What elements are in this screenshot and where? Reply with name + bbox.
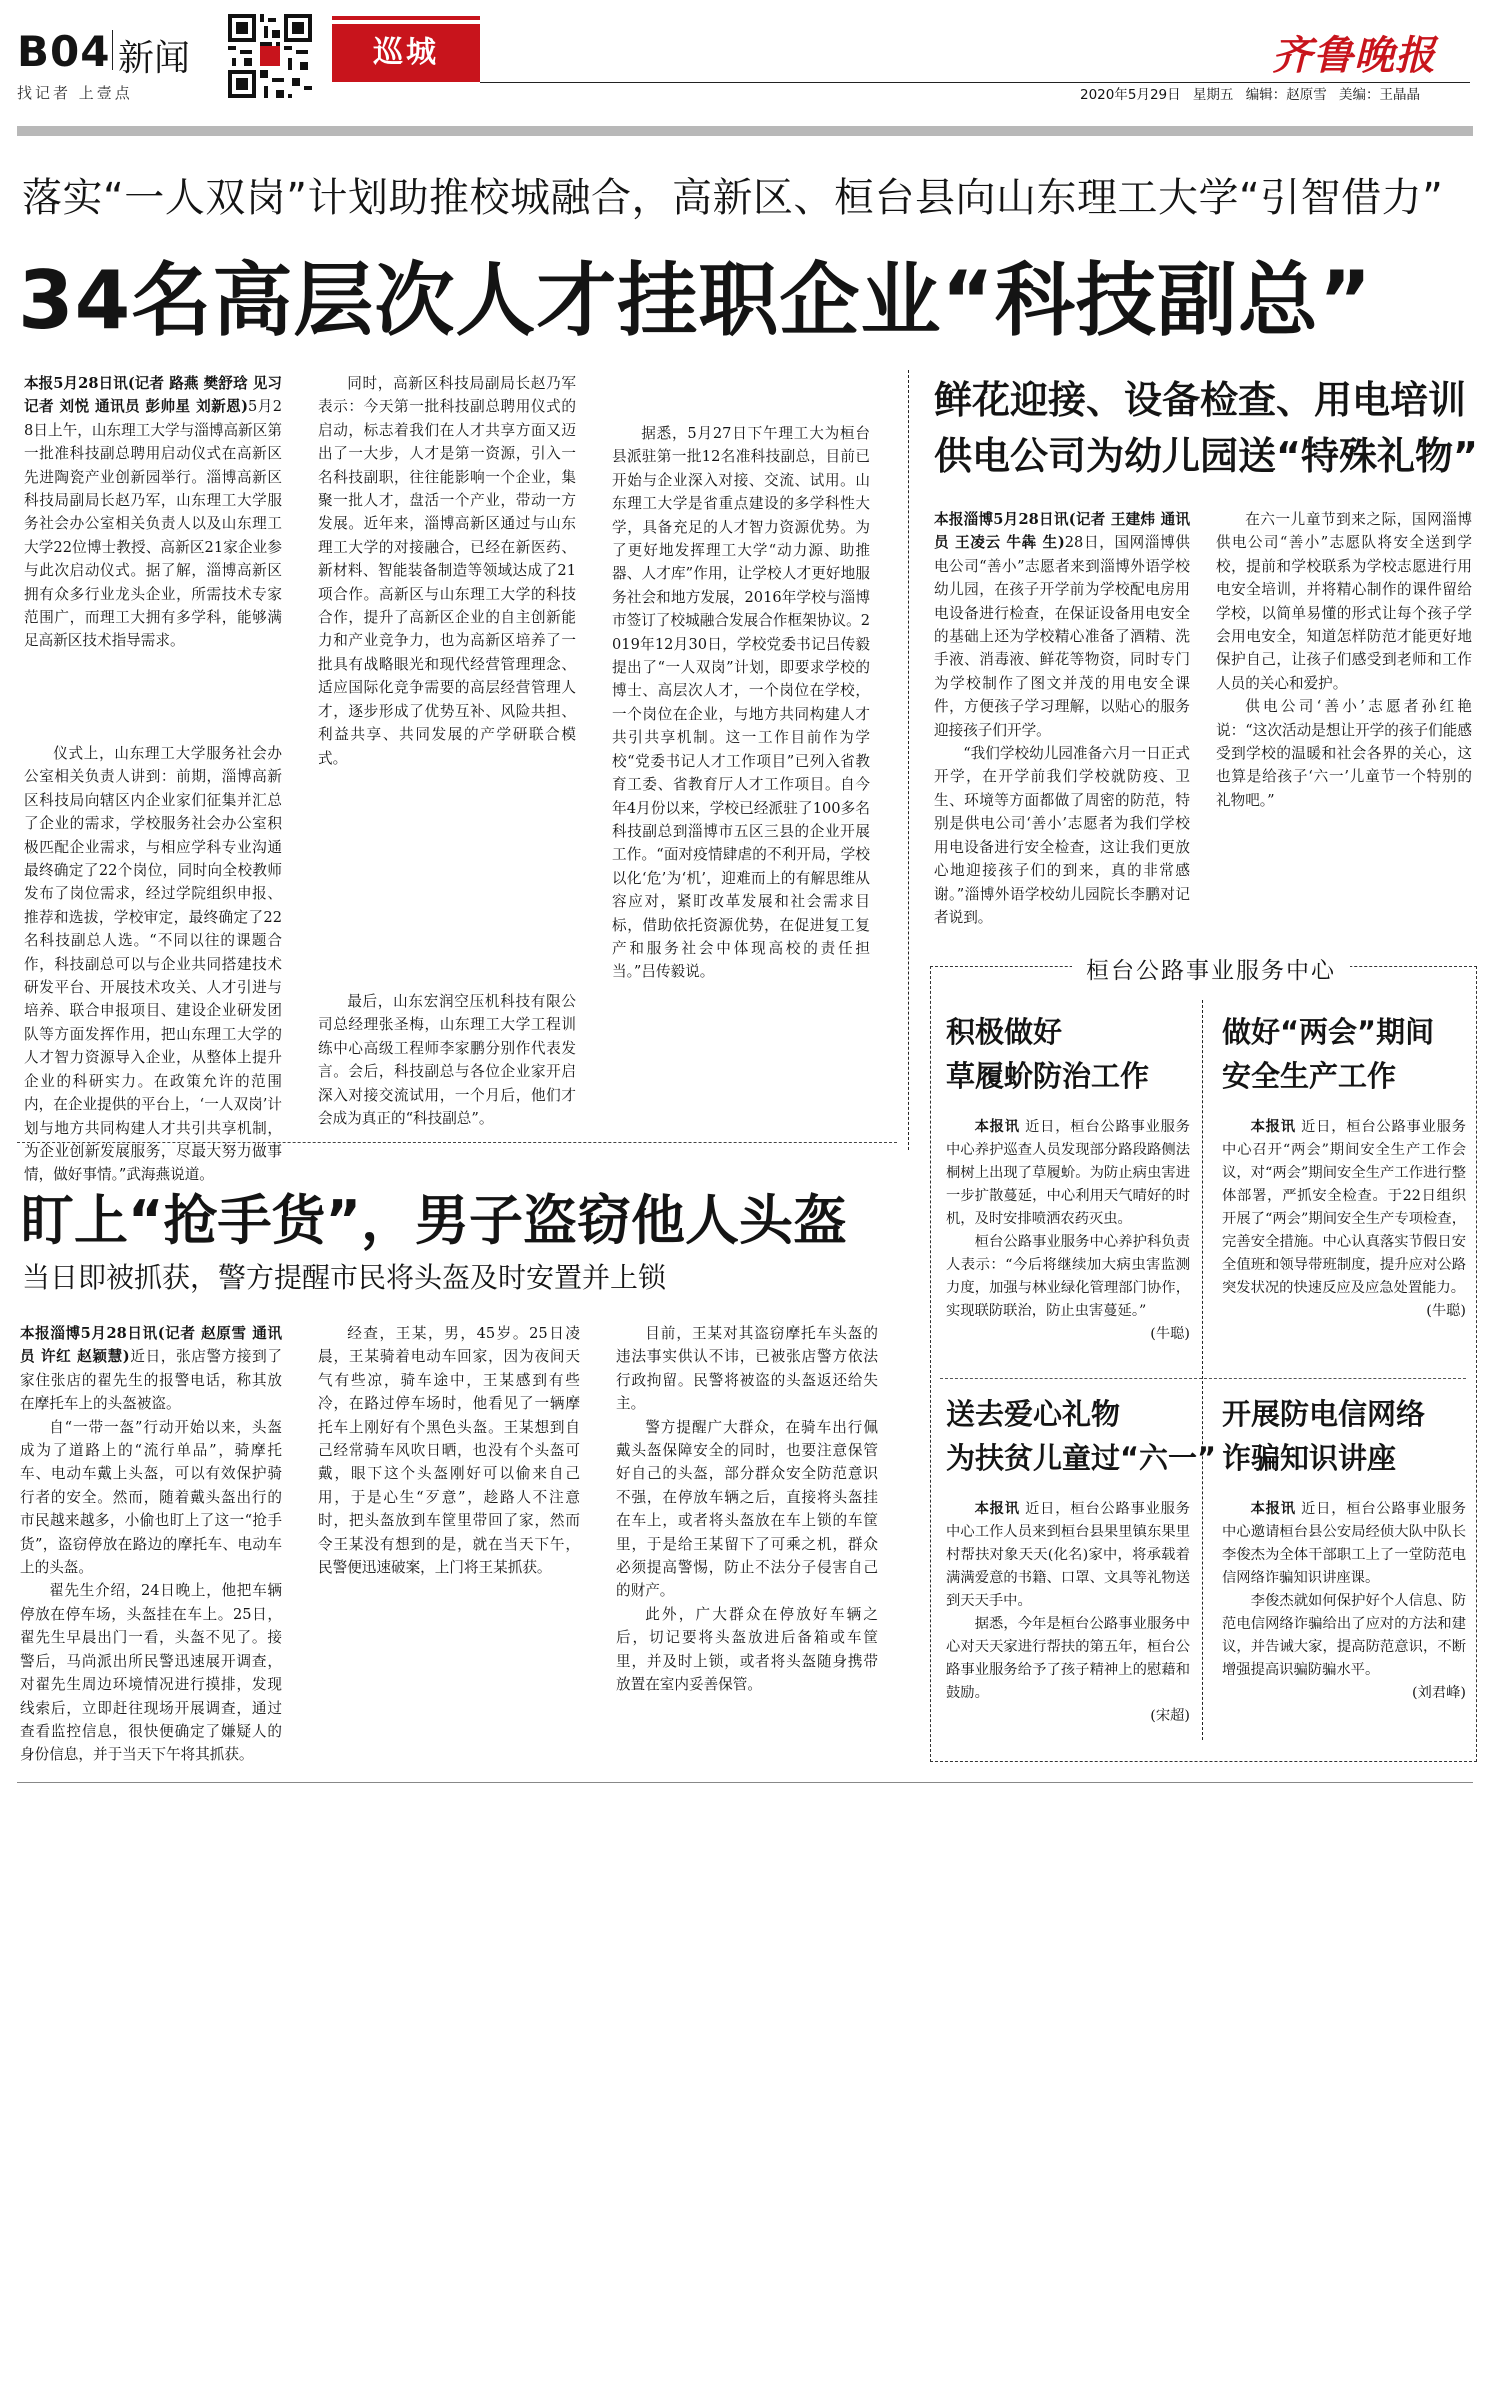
qr-code-icon[interactable] xyxy=(224,10,316,102)
dateline xyxy=(1080,83,1420,103)
column-badge-rule xyxy=(332,16,480,20)
highway-signature: (牛聪) xyxy=(1150,1326,1190,1342)
theft-article-col-3 xyxy=(616,1322,878,1774)
highway-article-4-title-line1: 开展防电信网络 xyxy=(1222,1397,1426,1431)
theft-paragraph: 自“一带一盔”行动开始以来，头盔成为了道路上的“流行单品”，骑摩托车、电动车戴上头盔，可以有效保护骑行者的安全。然而，随着戴头盔出行的市民越来越多，小偷也盯上了这一“抢手货”，盗窃停放在路边的摩托车、电动车上的头盔。 xyxy=(20,1418,282,1577)
highway-box-label: 桓台公路事业服务中心 xyxy=(1072,952,1350,985)
highway-article-1 xyxy=(946,1116,1190,1378)
highway-paragraph: 近日，桓台公路事业服务中心召开“两会”期间安全生产工作会议，对“两会”期间安全生产工作进行整体部署，严抓安全检查。于22日组织开展了“两会”期间安全生产专项检查，完善安全措施。中心认真落实节假日安全值班和领导带班制度，提升应对公路突发状况的快速反应及应急处置能力。 xyxy=(1222,1119,1467,1296)
theft-paragraph: 翟先生介绍，24日晚上，他把车辆停放在停车场，头盔挂在车上。25日，翟先生早晨出门一看，头盔不见了。接警后，马尚派出所民警迅速展开调查，对翟先生周边环境情况进行摸排，发现线索后，立即赶往现场开展调查，通过查看监控信息，很快便确定了嫌疑人的身份信息，并于当天下午将其抓获。 xyxy=(20,1582,282,1764)
highway-lead: 本报讯 xyxy=(974,1501,1020,1517)
lead-article-col-1b xyxy=(24,742,282,1184)
theft-paragraph: 警方提醒广大群众，在骑车出行佩戴头盔保障安全的同时，也要注意保管好自己的头盔，部分群众安全防范意识不强，在停放车辆之后，直接将头盔挂在车上，或者将头盔放在车上锁的车筐里，于是给王某留下了可乘之机，群众必须提高警惕，防止不法分子侵害自己的财产。 xyxy=(616,1418,878,1600)
section-divider xyxy=(17,1142,897,1143)
editor: 编辑：赵原雪 xyxy=(1245,87,1327,103)
top-gray-bar xyxy=(17,126,1473,136)
date: 2020年5月29日 xyxy=(1080,87,1181,103)
highway-article-2-title-line1: 做好“两会”期间 xyxy=(1222,1015,1435,1049)
page-section: 新闻 xyxy=(118,38,191,79)
highway-article-2 xyxy=(1222,1116,1466,1378)
column-badge: 巡城 xyxy=(332,24,480,82)
highway-article-3-title-line1: 送去爱心礼物 xyxy=(946,1397,1121,1431)
highway-lead: 本报讯 xyxy=(1250,1119,1296,1135)
highway-paragraph: 近日，桓台公路事业服务中心工作人员来到桓台县果里镇东果里村帮扶对象天天(化名)家中，将承载着满满爱意的书籍、口罩、文具等礼物送到天天手中。 xyxy=(946,1501,1191,1609)
lead-paragraph: 据悉，5月27日下午理工大为桓台县派驻第一批12名准科技副总，目前已开始与企业深入对接、交流、试用。山东理工大学是省重点建设的多学科性大学，具备充足的人才智力资源优势。为了更好地发挥理工大学“动力源、助推器、人才库”作用，让学校人才更好地服务社会和地方发展，2016年学校与淄博市签订了校城融合发展合作框架协议。2019年12月30日，学校党委书记吕传毅提出了“一人双岗”计划，即要求学校的博士、高层次人才，一个岗位在学校，一个岗位在企业，与地方共同构建人才共引共享机制。这一工作目前作为学校“党委书记人才工作项目”已列入省教育工委、省教育厅人才工作项目。自今年4月份以来，学校已经派驻了100多名科技副总到淄博市五区三县的企业开展工作。“面对疫情肆虐的不利开局，学校以化‘危’为‘机’，迎难而上的有解思维从容应对，紧盯改革发展和社会需求目标，借助依托资源优势，在促进复工复产和服务社会中体现高校的责任担当。”吕传毅说。 xyxy=(612,425,870,981)
theft-byline: 本报淄博5月28日讯(记者 赵原雪 通讯员 许红 赵颖慧) xyxy=(20,1325,282,1366)
lead-article-col-1 xyxy=(24,372,282,653)
power-paragraph: 在六一儿童节到来之际，国网淄博供电公司“善小”志愿队将安全送到学校，提前和学校联系为学校志愿进行用电安全培训，并将精心制作的课件留给学校，以简单易懂的形式让每个孩子学会用电安全，知道怎样防范才能更好地保护自己，让孩子们感受到老师和工作人员的关心和爱护。 xyxy=(1216,511,1472,692)
lead-article-col-3 xyxy=(612,422,870,1122)
designer: 美编：王晶晶 xyxy=(1339,87,1421,103)
theft-subtitle: 当日即被抓获，警方提醒市民将头盔及时安置并上锁 xyxy=(22,1261,667,1294)
theft-article-col-1 xyxy=(20,1322,282,1774)
lead-title: 34名高层次人才挂职企业“科技副总” xyxy=(18,254,1373,347)
page-code: B04 xyxy=(17,27,111,76)
power-byline: 本报淄博5月28日讯(记者 王建炜 通讯员 王凌云 牛犇 生) xyxy=(934,511,1190,552)
highway-article-3 xyxy=(946,1498,1190,1752)
theft-paragraph: 此外，广大群众在停放好车辆之后，切记要将头盔放进后备箱或车筐里，并及时上锁，或者将头盔随身携带放置在室内妥善保管。 xyxy=(616,1605,878,1694)
masthead-divider xyxy=(112,30,113,70)
lead-paragraph: 同时，高新区科技局副局长赵乃军表示：今天第一批科技副总聘用仪式的启动，标志着我们在人才共享方面又迈出了一大步，人才是第一资源，引入一名科技副职，往往能影响一个企业，集聚一批人才，盘活一个产业，带动一方发展。近年来，淄博高新区通过与山东理工大学的对接融合，已经在新医药、新材料、智能装备制造等领域达成了21项合作。高新区与山东理工大学的科技合作，提升了高新区企业的自主创新能力和产业竞争力，也为高新区培养了一批具有战略眼光和现代经营管理理念、适应国际化竞争需要的高层经营管理人才，逐步形成了优势互补、风险共担、利益共享、共同发展的产学研联合模式。 xyxy=(318,375,576,767)
highway-paragraph: 据悉，今年是桓台公路事业服务中心对天天家进行帮扶的第五年，桓台公路事业服务给予了孩子精神上的慰藉和鼓励。 xyxy=(946,1616,1190,1701)
power-article-col-2 xyxy=(1216,508,1472,926)
box-row-divider xyxy=(940,1378,1466,1379)
highway-paragraph: 近日，桓台公路事业服务中心养护巡查人员发现部分路段路侧法桐树上出现了草履蚧。为防止病虫害进一步扩散蔓延，中心利用天气晴好的时机，及时安排喷洒农药灭虫。 xyxy=(946,1119,1191,1227)
highway-paragraph: 近日，桓台公路事业服务中心邀请桓台县公安局经侦大队中队长李俊杰为全体干部职工上了一堂防范电信网络诈骗知识讲座课。 xyxy=(1222,1501,1467,1586)
power-paragraph: “我们学校幼儿园准备六月一日正式开学，在开学前我们学校就防疫、卫生、环境等方面都做了周密的防范，特别是供电公司‘善小’志愿者为我们学校用电设备进行安全检查，这让我们更放心地迎接孩子们的到来，真的非常感谢。”淄博外语学校幼儿园院长李鹏对记者说到。 xyxy=(934,745,1190,926)
highway-article-3-title-line2: 为扶贫儿童过“六一” xyxy=(946,1441,1217,1475)
highway-paragraph: 李俊杰就如何保护好个人信息、防范电信网络诈骗给出了应对的方法和建议，并告诫大家，提高防范意识，不断增强提高识骗防骗水平。 xyxy=(1222,1593,1466,1678)
column-divider xyxy=(908,370,909,1150)
highway-lead: 本报讯 xyxy=(1250,1501,1296,1517)
masthead-slogan: 找记者 上壹点 xyxy=(17,84,133,102)
highway-article-4-title-line2: 诈骗知识讲座 xyxy=(1222,1441,1397,1475)
lead-article-col-2 xyxy=(318,372,576,770)
highway-article-1-title-line1: 积极做好 xyxy=(946,1015,1063,1049)
highway-signature: (牛聪) xyxy=(1426,1303,1466,1319)
highway-lead: 本报讯 xyxy=(974,1119,1020,1135)
highway-signature: (宋超) xyxy=(1150,1708,1190,1724)
theft-paragraph: 近日，张店警方接到了家住张店的翟先生的报警电话，称其放在摩托车上的头盔被盗。 xyxy=(20,1348,282,1413)
theft-title: 盯上“抢手货”，男子盗窃他人头盔 xyxy=(20,1189,847,1252)
highway-article-1-title-line2: 草履蚧防治工作 xyxy=(946,1059,1150,1093)
highway-paragraph: 桓台公路事业服务中心养护科负责人表示：“今后将继续加大病虫害监测力度，加强与林业绿化管理部门协作，实现联防联治，防止虫害蔓延。” xyxy=(946,1234,1190,1319)
theft-paragraph: 目前，王某对其盗窃摩托车头盔的违法事实供认不讳，已被张店警方依法行政拘留。民警将被盗的头盔返还给失主。 xyxy=(616,1325,878,1413)
box-divider xyxy=(1202,1000,1203,1740)
weekday: 星期五 xyxy=(1192,87,1234,103)
power-title-line2: 供电公司为幼儿园送“特殊礼物” xyxy=(934,434,1478,478)
theft-article-col-2 xyxy=(318,1322,580,1774)
highway-article-2-title-line2: 安全生产工作 xyxy=(1222,1059,1397,1093)
theft-paragraph: 经查，王某，男，45岁。25日凌晨，王某骑着电动车回家，因为夜间天气有些凉，骑车途中，王某感到有些冷，在路过停车场时，他看见了一辆摩托车上刚好有个黑色头盔。王某想到自己经常骑车风吹日晒，也没有个头盔可戴，眼下这个头盔刚好可以偷来自己用，于是心生“歹意”，趁路人不注意时，把头盔放到车筐里带回了家，然而令王某没有想到的是，就在当天下午，民警便迅速破案，上门将王某抓获。 xyxy=(318,1325,580,1577)
lead-paragraph: 5月28日上午，山东理工大学与淄博高新区第一批准科技副总聘用启动仪式在高新区先进陶瓷产业创新园举行。淄博高新区科技局副局长赵乃军，山东理工大学服务社会办公室相关负责人以及山东理工大学22位博士教授、高新区21家企业参与此次启动仪式。据了解，淄博高新区拥有众多行业龙头企业，所需技术专家范围广，而理工大拥有多学科，能够满足高新区技术指导需求。 xyxy=(24,398,282,650)
highway-signature: (刘君峰) xyxy=(1411,1685,1466,1701)
lead-paragraph: 仪式上，山东理工大学服务社会办公室相关负责人讲到：前期，淄博高新区科技局向辖区内企业家们征集并汇总了企业的需求，学校服务社会办公室积极匹配企业需求，与相应学科专业沟通最终确定了22个岗位，同时向全校教师发布了岗位需求，经过学院组织申报、推荐和选拔，学校审定，最终确定了22名科技副总人选。“不同以往的课题合作，科技副总可以与企业共同搭建技术研发平台、开展技术攻关、人才引进与培养、联合申报项目、建设企业研发团队等方面发挥作用，把山东理工大学的人才智力资源导入企业，从整体上提升企业的科研实力。在政策允许的范围内，在企业提供的平台上，‘一人双岗’计划与地方共同构建人才共引共享机制，为企业创新发展服务，尽最大努力做事情，做好事情。”武海燕说道。 xyxy=(24,745,282,1184)
power-article-col-1 xyxy=(934,508,1190,926)
power-paragraph: 供电公司‘善小’志愿者孙红艳说：“这次活动是想让开学的孩子们能感受到学校的温暖和社会各界的关心，这也算是给孩子‘六一’儿童节一个特别的礼物吧。” xyxy=(1216,698,1472,809)
highway-article-4 xyxy=(1222,1498,1466,1752)
lead-paragraph: 最后，山东宏润空压机科技有限公司总经理张圣梅，山东理工大学工程训练中心高级工程师李家鹏分别作代表发言。会后，科技副总与各位企业家开启深入对接交流试用，一个月后，他们才会成为真正的“科技副总”。 xyxy=(318,993,576,1128)
page-bottom-rule xyxy=(17,1782,1473,1783)
lead-article-col-2b xyxy=(318,990,576,1130)
lead-kicker: 落实“一人双岗”计划助推校城融合，高新区、桓台县向山东理工大学“引智借力” xyxy=(22,175,1444,221)
power-title-line1: 鲜花迎接、设备检查、用电培训 xyxy=(934,378,1467,422)
power-paragraph: 28日，国网淄博供电公司“善小”志愿者来到淄博外语学校幼儿园，在孩子开学前为学校配电房用电设备进行检查，在保证设备用电安全的基础上还为学校精心准备了酒精、洗手液、消毒液、鲜花等物资，同时专门为学校制作了图文并茂的用电安全课件，方便孩子学习理解，以贴心的服务迎接孩子们开学。 xyxy=(934,534,1190,739)
lead-byline: 本报5月28日讯(记者 路燕 樊舒琀 见习记者 刘悦 通讯员 彭帅星 刘新恩) xyxy=(24,375,282,416)
paper-logo: 齐鲁晚报 xyxy=(1272,32,1436,79)
